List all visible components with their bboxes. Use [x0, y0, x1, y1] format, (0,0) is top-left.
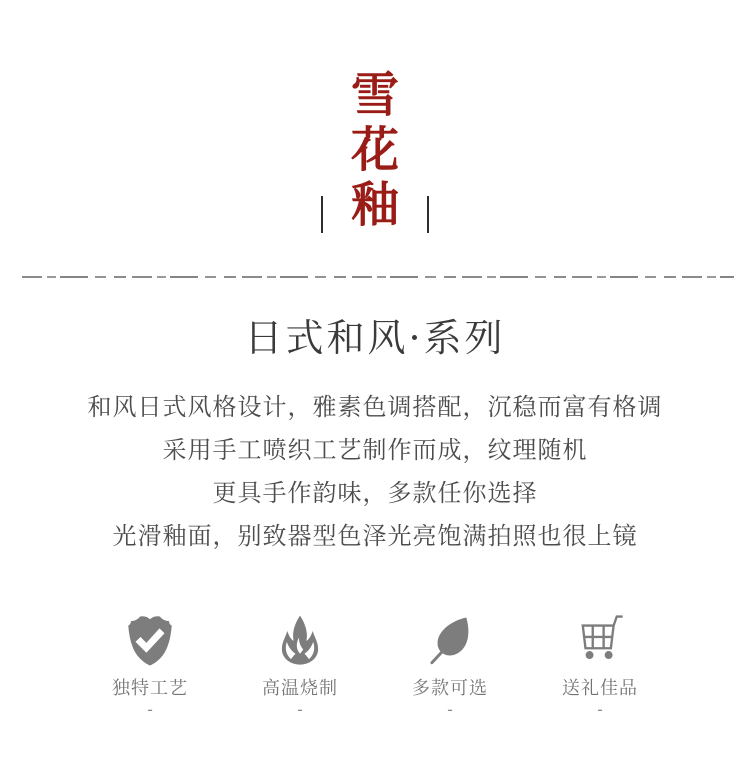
feature-label: 独特工艺: [112, 678, 188, 699]
feature-item-firing: [225, 612, 375, 718]
feature-label: 送礼佳品: [562, 678, 638, 699]
flame-icon: [271, 612, 329, 670]
title-accent-bar-right: [427, 196, 429, 233]
shield-check-icon: [121, 612, 179, 670]
feature-dash: -: [597, 700, 603, 719]
description-line: 采用手工喷织工艺制作而成，纹理随机: [162, 436, 588, 464]
title-char: 花: [350, 122, 399, 178]
cart-icon: [571, 612, 629, 670]
title-char: 釉: [350, 177, 399, 233]
dashed-divider: [22, 276, 734, 278]
leaf-icon: [421, 612, 479, 670]
series-heading: 日式和风·系列: [244, 316, 506, 360]
feature-label: 多款可选: [412, 678, 488, 699]
description-line: 更具手作韵味，多款任你选择: [212, 479, 538, 507]
feature-item-variety: [375, 612, 525, 718]
title-accent-bar-left: [321, 196, 323, 233]
feature-dash: -: [447, 700, 453, 719]
vertical-brand-title: [0, 68, 750, 233]
feature-dash: -: [147, 700, 153, 719]
title-char: 雪: [350, 67, 399, 123]
features-row: [75, 612, 675, 718]
feature-label: 高温烧制: [262, 678, 338, 699]
feature-dash: -: [297, 700, 303, 719]
feature-item-gift: [525, 612, 675, 718]
description-line: 光滑釉面，别致器型色泽光亮饱满拍照也很上镜: [112, 522, 638, 550]
series-description: [0, 386, 750, 558]
feature-item-craft: [75, 612, 225, 718]
description-line: 和风日式风格设计，雅素色调搭配，沉稳而富有格调: [87, 393, 663, 421]
